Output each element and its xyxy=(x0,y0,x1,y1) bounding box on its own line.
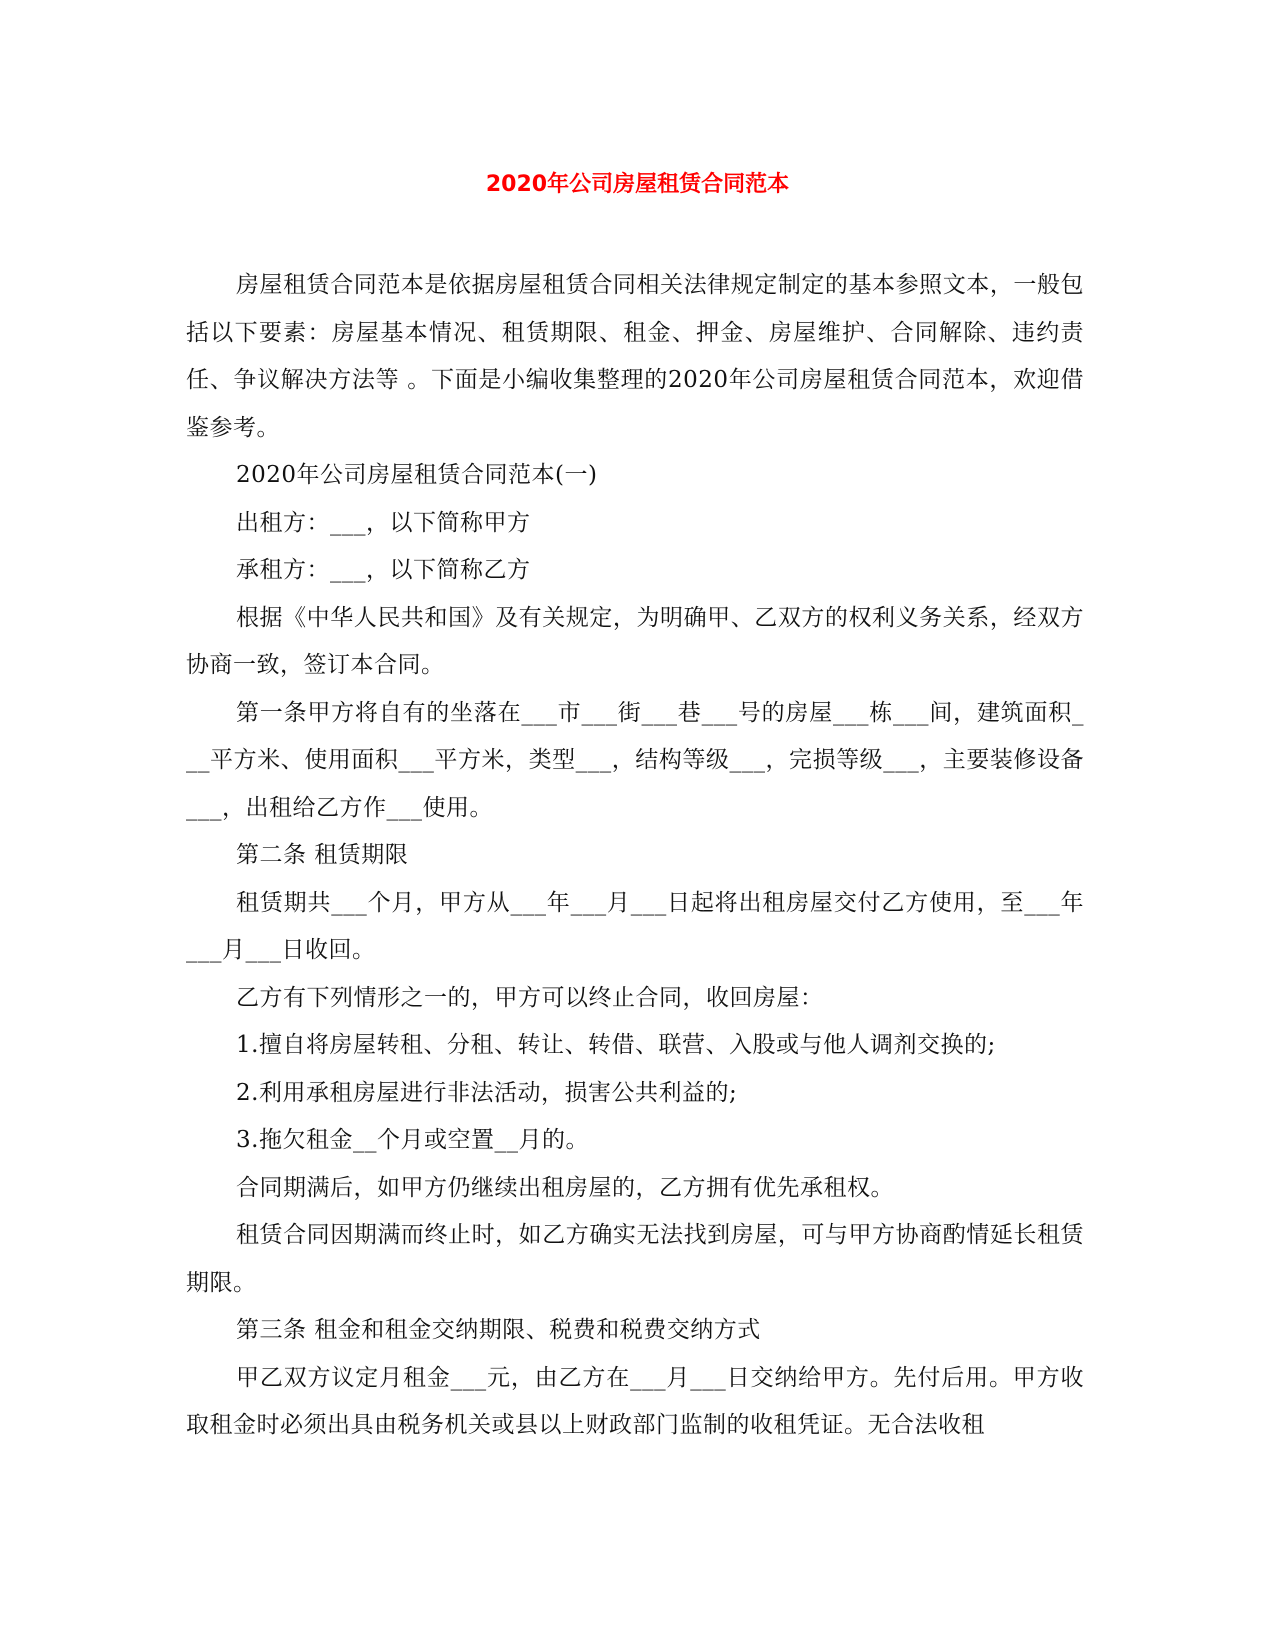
article-3-heading: 第三条 租金和租金交纳期限、税费和税费交纳方式 xyxy=(236,1317,761,1343)
renewal-priority-paragraph: 合同期满后，如甲方仍继续出租房屋的，乙方拥有优先承租权。 xyxy=(236,1174,894,1201)
preamble-paragraph: 根据《中华人民共和国》及有关规定，为明确甲、乙双方的权利义务关系，经双方协商一致，签订本合同。 xyxy=(186,604,1084,678)
article-1-paragraph: 第一条甲方将自有的坐落在___市___街___巷___号的房屋___栋___间，建筑面积___平方米、使用面积___平方米，类型___，结构等级___，完损等级___，主要装修设备___，出租给乙方作___使用。 xyxy=(186,699,1084,821)
extension-paragraph: 租赁合同因期满而终止时，如乙方确实无法找到房屋，可与甲方协商酌情延长租赁期限。 xyxy=(186,1222,1084,1296)
termination-intro: 乙方有下列情形之一的，甲方可以终止合同，收回房屋： xyxy=(236,984,824,1011)
termination-item-1: 1.擅自将房屋转租、分租、转让、转借、联营、入股或与他人调剂交换的; xyxy=(236,1032,996,1058)
document-title: 2020年公司房屋租赁合同范本 xyxy=(485,172,790,197)
lessor-line: 出租方：___，以下简称甲方 xyxy=(236,509,531,536)
termination-item-3: 3.拖欠租金__个月或空置__月的。 xyxy=(236,1127,589,1153)
lease-term-paragraph: 租赁期共___个月，甲方从___年___月___日起将出租房屋交付乙方使用，至___年___月___日收回。 xyxy=(186,889,1084,963)
termination-item-2: 2.利用承租房屋进行非法活动，损害公共利益的; xyxy=(236,1079,738,1106)
intro-paragraph: 房屋租赁合同范本是依据房屋租赁合同相关法律规定制定的基本参照文本，一般包括以下要素：房屋基本情况、租赁期限、租金、押金、房屋维护、合同解除、违约责任、争议解决方法等 。下面是小编收集整理的2020年公司房屋租赁合同范本，欢迎借鉴参考。 xyxy=(186,272,1084,441)
document-body xyxy=(186,262,1084,1450)
contract-heading: 2020年公司房屋租赁合同范本(一) xyxy=(236,462,598,488)
lessee-line: 承租方：___，以下简称乙方 xyxy=(236,557,531,583)
article-2-heading: 第二条 租赁期限 xyxy=(236,842,409,868)
rent-payment-paragraph: 甲乙双方议定月租金___元，由乙方在___月___日交纳给甲方。先付后用。甲方收取租金时必须出具由税务机关或县以上财政部门监制的收租凭证。无合法收租 xyxy=(186,1364,1084,1438)
